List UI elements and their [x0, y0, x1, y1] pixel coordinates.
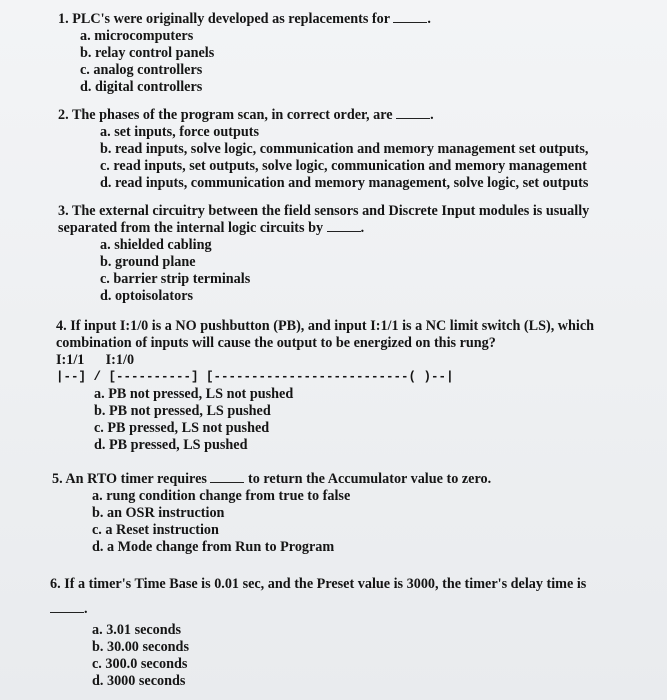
option-d: d. read inputs, communication and memory management, solve logic, set outputs — [100, 175, 589, 191]
option-b: b. ground plane — [100, 254, 196, 270]
question-4 — [56, 318, 594, 454]
option-d: d. PB pressed, LS pushed — [94, 437, 248, 453]
option-a: a. rung condition change from true to false — [92, 488, 351, 504]
question-stem: 6. If a timer's Time Base is 0.01 sec, and the Preset value is 3000, the timer's delay time is . — [50, 576, 587, 617]
option-d: d. a Mode change from Run to Program — [92, 539, 335, 555]
option-b: b. relay control panels — [80, 45, 215, 61]
option-d: d. optoisolators — [100, 288, 194, 304]
option-b: b. 30.00 seconds — [92, 639, 189, 655]
question-stem: 3. The external circuitry between the field sensors and Discrete Input modules is usually separated from the internal logic circuits by . — [58, 203, 590, 236]
option-a: a. shielded cabling — [100, 237, 212, 253]
question-stem: 2. The phases of the program scan, in correct order, are . — [58, 107, 434, 123]
answer-blank — [396, 108, 430, 119]
question-5 — [52, 471, 491, 556]
question-stem: 5. An RTO timer requires to return the Accumulator value to zero. — [52, 471, 492, 487]
question-stem: 4. If input I:1/0 is a NO pushbutton (PB), and input I:1/1 is a NC limit switch (LS), which combination of inputs will cause the output to be energized on this rung? — [56, 318, 595, 351]
option-c: c. read inputs, set outputs, solve logic, communication and memory management — [100, 158, 587, 174]
question-1 — [58, 11, 431, 96]
option-d: d. digital controllers — [80, 79, 203, 95]
option-b: b. PB not pressed, LS pushed — [94, 403, 271, 419]
option-c: c. analog controllers — [80, 62, 203, 78]
option-b: b. read inputs, solve logic, communication and memory management set outputs, — [100, 141, 589, 157]
option-a: a. microcomputers — [80, 28, 194, 44]
option-a: a. set inputs, force outputs — [100, 124, 259, 140]
question-6 — [50, 576, 586, 690]
answer-blank — [327, 221, 361, 232]
question-3 — [58, 203, 589, 305]
input-address-labels: I:1/1 I:1/0 — [56, 352, 135, 368]
option-c: c. 300.0 seconds — [92, 656, 188, 672]
option-a: a. PB not pressed, LS not pushed — [94, 386, 294, 402]
question-2 — [58, 107, 588, 192]
option-c: c. a Reset instruction — [92, 522, 219, 538]
option-c: c. PB pressed, LS not pushed — [94, 420, 270, 436]
answer-blank — [393, 12, 427, 23]
answer-blank — [50, 602, 84, 613]
option-a: a. 3.01 seconds — [92, 622, 182, 638]
option-b: b. an OSR instruction — [92, 505, 225, 521]
option-c: c. barrier strip terminals — [100, 271, 251, 287]
answer-blank — [210, 472, 244, 483]
ladder-rung: |--] / [----------] [--------------------------( )--| — [56, 370, 454, 384]
question-stem: 1. PLC's were originally developed as replacements for . — [58, 11, 431, 27]
option-d: d. 3000 seconds — [92, 673, 186, 689]
